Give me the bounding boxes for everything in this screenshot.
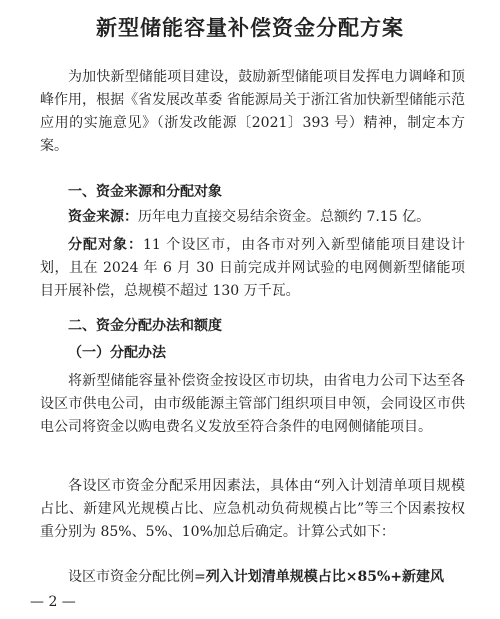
document-title: 新型储能容量补偿资金分配方案 [96,15,404,40]
section1-heading: 一、资金来源和分配对象 [68,184,222,200]
formula-line [40,566,465,589]
section2-heading: 二、资金分配办法和额度 [68,318,222,334]
funding-source-text: 历年电力直接交易结余资金。总额约 7.15 亿。 [138,209,431,225]
page-number: — 2 — [30,594,76,610]
allocation-target-text: 11 个设区市，由各市对列入新型储能项目建设计划，且在 2024 年 6 月 30 日前完成并网试验的电网侧新型储能项目开展补偿，总规模不超过 130 万千瓦。 [40,237,466,299]
formula-bold-text: 列入计划清单规模占比×85%+新建风 [205,569,444,585]
intro-paragraph: 为加快新型储能项目建设，鼓励新型储能项目发挥电力调峰和顶峰作用，根据《省发展改革委 省能源局关于浙江省加快新型储能示范应用的实施意见》（浙发改能源〔2021〕393 号）精神，制定本方案。 [40,69,465,154]
subsection1-heading: （一）分配办法 [68,345,166,361]
funding-source-paragraph [40,206,465,229]
allocation-target-label: 分配对象： [68,237,143,253]
funding-source-label: 资金来源： [68,209,138,225]
formula-prefix: 设区市资金分配比例= [68,569,206,585]
method-paragraph-2: 各设区市资金分配采用因素法，具体由“列入计划清单项目规模占比、新建风光规模占比、应急机动负荷规模占比”等三个因素按权重分别为 85%、5%、10%加总后确定。计算公式如下： [40,478,465,540]
allocation-target-paragraph [40,234,465,303]
method-paragraph-1: 将新型储能容量补偿资金按设区市切块，由省电力公司下达至各设区市供电公司，由市级能源主管部门组织项目申领，会同设区市供电公司将资金以购电费名义发放至符合条件的电网侧储能项目。 [40,373,465,435]
